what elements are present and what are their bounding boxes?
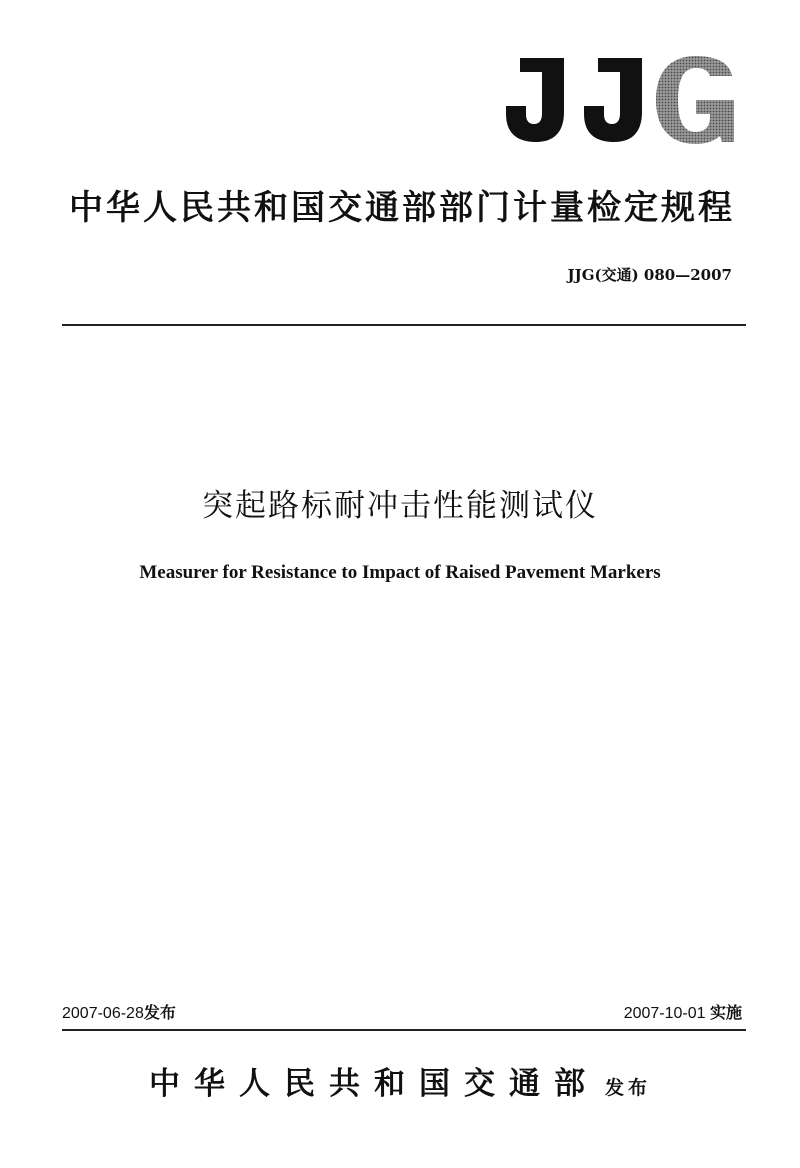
- department-title: 中华人民共和国交通部部门计量检定规程: [69, 188, 735, 228]
- top-divider: [62, 324, 746, 326]
- issue-date: 2007-06-28: [62, 1005, 144, 1022]
- document-title-english: Measurer for Resistance to Impact of Raised Pavement Markers: [139, 562, 661, 583]
- logo-letter-g: [656, 56, 734, 144]
- bottom-divider: [62, 1029, 746, 1031]
- issue-label: 发布: [143, 1003, 176, 1022]
- jjg-logo-graphic: [502, 50, 738, 150]
- publisher-line: [0, 1058, 800, 1103]
- effective-date: 2007-10-01: [623, 1005, 706, 1022]
- effective-label: 实施: [709, 1003, 742, 1022]
- jjg-logo: [502, 50, 738, 150]
- publisher-name: 中华人民共和国交通部: [148, 1066, 599, 1102]
- logo-letter-j1: [506, 58, 564, 142]
- effective-date-line: [624, 1000, 742, 1023]
- standard-number: JJG(交通) 080—2007: [567, 266, 732, 284]
- document-title-chinese: 突起路标耐冲击性能测试仪: [202, 488, 598, 524]
- logo-letter-j2: [584, 58, 642, 142]
- publisher-suffix: 发布: [604, 1077, 651, 1099]
- issue-date-line: [62, 1000, 176, 1023]
